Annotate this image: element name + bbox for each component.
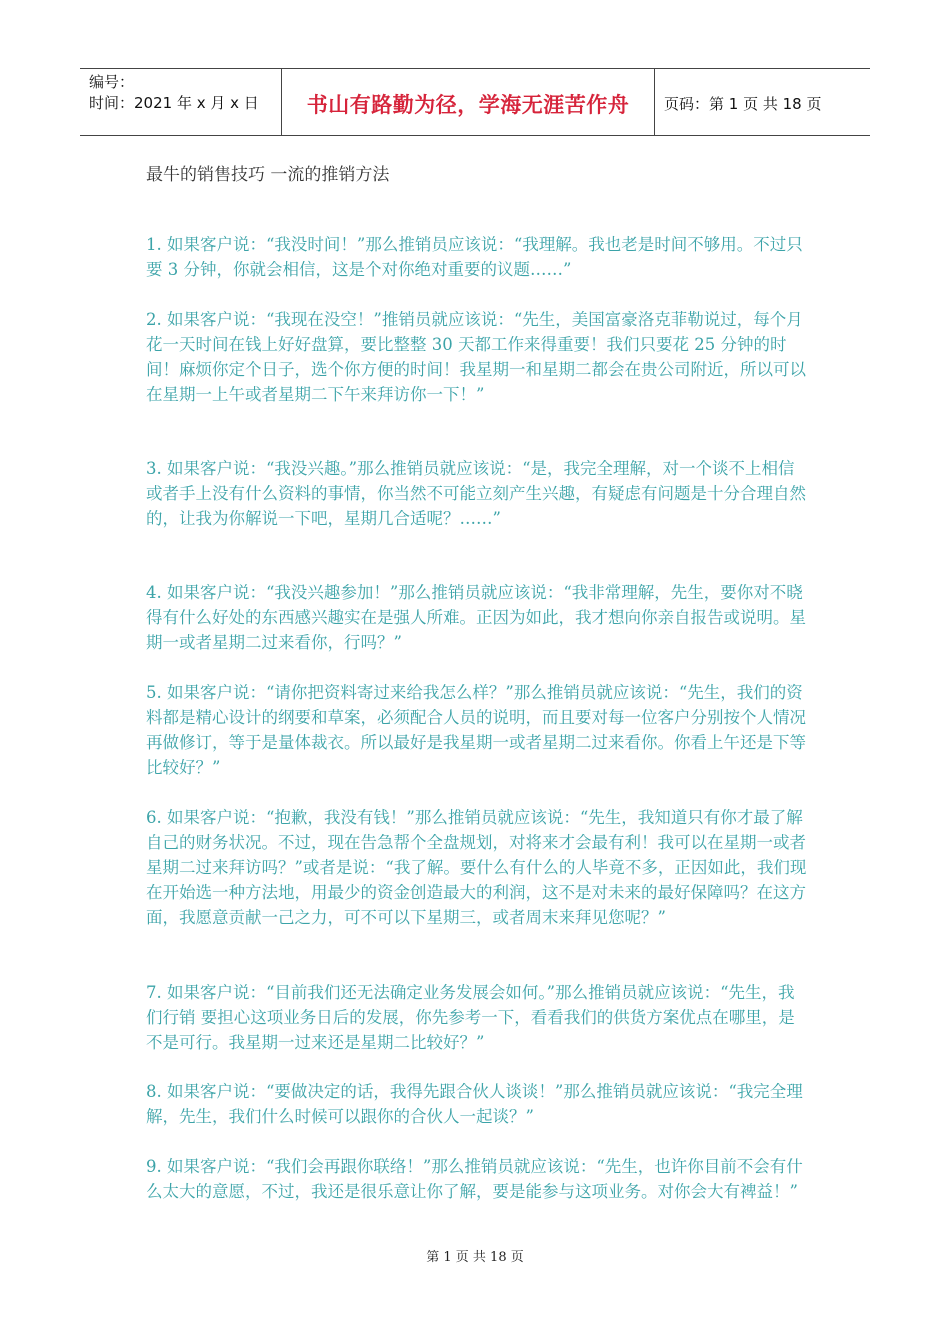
- paragraph-1: 1. 如果客户说：“我没时间！”那么推销员应该说：“我理解。我也老是时间不够用。不过只要 3 分钟，你就会相信，这是个对你绝对重要的议题……”: [146, 235, 803, 279]
- page-info: 页码：第 1 页 共 18 页: [664, 95, 822, 113]
- paragraph-4: 4. 如果客户说：“我没兴趣参加！”那么推销员就应该说：“我非常理解，先生，要你对不晓得有什么好处的东西感兴趣实在是强人所难。正因为如此，我才想向你亲自报告或说明。星期一或者星期二过来看你，行吗？”: [146, 583, 806, 652]
- page-footer: 第 1 页 共 18 页: [426, 1250, 524, 1265]
- document-header: [80, 68, 870, 136]
- document-title: 最牛的销售技巧 一流的推销方法: [146, 165, 390, 185]
- paragraph-3: 3. 如果客户说：“我没兴趣。”那么推销员就应该说：“是，我完全理解，对一个谈不上相信或者手上没有什么资料的事情，你当然不可能立刻产生兴趣，有疑虑有问题是十分合理自然的，让我为你解说一下吧，星期几合适呢？……”: [146, 459, 806, 528]
- motto: 书山有路勤为径，学海无涯苦作舟: [306, 93, 630, 117]
- paragraph-2: 2. 如果客户说：“我现在没空！”推销员就应该说：“先生，美国富豪洛克菲勒说过，每个月花一天时间在钱上好好盘算，要比整整 30 天都工作来得重要！我们只要花 25 分钟的时间！麻烦你定个日子，选个你方便的时间！我星期一和星期二都会在贵公司附近，所以可以在星期一上午或者星期二下午来拜访你一下！”: [146, 310, 806, 404]
- header-meta-cell: [80, 69, 282, 135]
- header-page-cell: [655, 69, 870, 135]
- paragraph-8: 8. 如果客户说：“要做决定的话，我得先跟合伙人谈谈！”那么推销员就应该说：“我完全理解，先生，我们什么时候可以跟你的合伙人一起谈？”: [146, 1082, 803, 1126]
- paragraph-5: 5. 如果客户说：“请你把资料寄过来给我怎么样？”那么推销员就应该说：“先生，我们的资料都是精心设计的纲要和草案，必须配合人员的说明，而且要对每一位客户分别按个人情况再做修订，等于是量体裁衣。所以最好是我星期一或者星期二过来看你。你看上午还是下等比较好？”: [146, 683, 806, 777]
- header-motto-cell: [282, 69, 655, 135]
- time-label: 时间：2021 年 x 月 x 日: [89, 94, 259, 112]
- code-label: 编号：: [89, 73, 135, 91]
- paragraph-9: 9. 如果客户说：“我们会再跟你联络！”那么推销员就应该说：“先生，也许你目前不会有什么太大的意愿，不过，我还是很乐意让你了解，要是能参与这项业务。对你会大有裨益！”: [146, 1157, 803, 1201]
- paragraph-6: 6. 如果客户说：“抱歉，我没有钱！”那么推销员就应该说：“先生，我知道只有你才最了解自己的财务状况。不过，现在告急帮个全盘规划，对将来才会最有利！我可以在星期一或者星期二过来拜访吗？”或者是说：“我了解。要什么有什么的人毕竟不多，正因如此，我们现在开始选一种方法地，用最少的资金创造最大的利润，这不是对未来的最好保障吗？在这方面，我愿意贡献一己之力，可不可以下星期三，或者周末来拜见您呢？”: [146, 808, 807, 927]
- paragraph-7: 7. 如果客户说：“目前我们还无法确定业务发展会如何。”那么推销员就应该说：“先生，我们行销 要担心这项业务日后的发展，你先参考一下，看看我们的供货方案优点在哪里，是不是可行。我星期一过来还是星期二比较好？”: [146, 983, 795, 1052]
